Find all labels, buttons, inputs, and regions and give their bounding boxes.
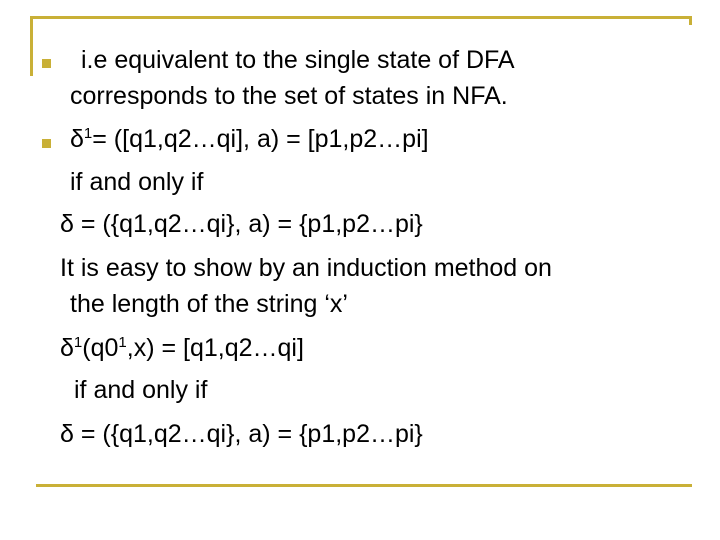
bullet2-line [70,124,429,154]
equation-line-2 [60,333,304,363]
equation2-state: (q0 [82,334,119,362]
bullet1-line1: i.e equivalent to the single state of DFA [81,46,515,74]
bullet1-line2: corresponds to the set of states in NFA. [70,82,508,110]
frame-right-rule [689,16,692,25]
bullet-square-icon [42,139,51,148]
string-length-line: the length of the string ‘x’ [70,290,348,318]
equation2-superscript-2: 1 [118,334,127,351]
frame-bottom-rule [36,484,692,487]
bullet2-superscript: 1 [83,125,93,142]
frame-left-rule [30,16,33,76]
induction-text-line: It is easy to show by an induction method on [60,254,552,282]
equation2-delta: δ [60,334,74,362]
equation2-rest: ,x) = [q1,q2…qi] [126,334,304,362]
frame-top-rule [30,16,692,19]
equation-line-1: δ = ({q1,q2…qi}, a) = {p1,p2…pi} [60,210,423,238]
bullet2-delta: δ [70,125,84,153]
condition-line-1: if and only if [70,168,204,196]
equation2-superscript-1: 1 [73,334,83,351]
condition-line-2: if and only if [74,376,208,404]
bullet2-equation: = ([q1,q2…qi], a) = [p1,p2…pi] [92,125,429,153]
equation-line-3: δ = ({q1,q2…qi}, a) = {p1,p2…pi} [60,420,423,448]
bullet-square-icon [42,59,51,68]
